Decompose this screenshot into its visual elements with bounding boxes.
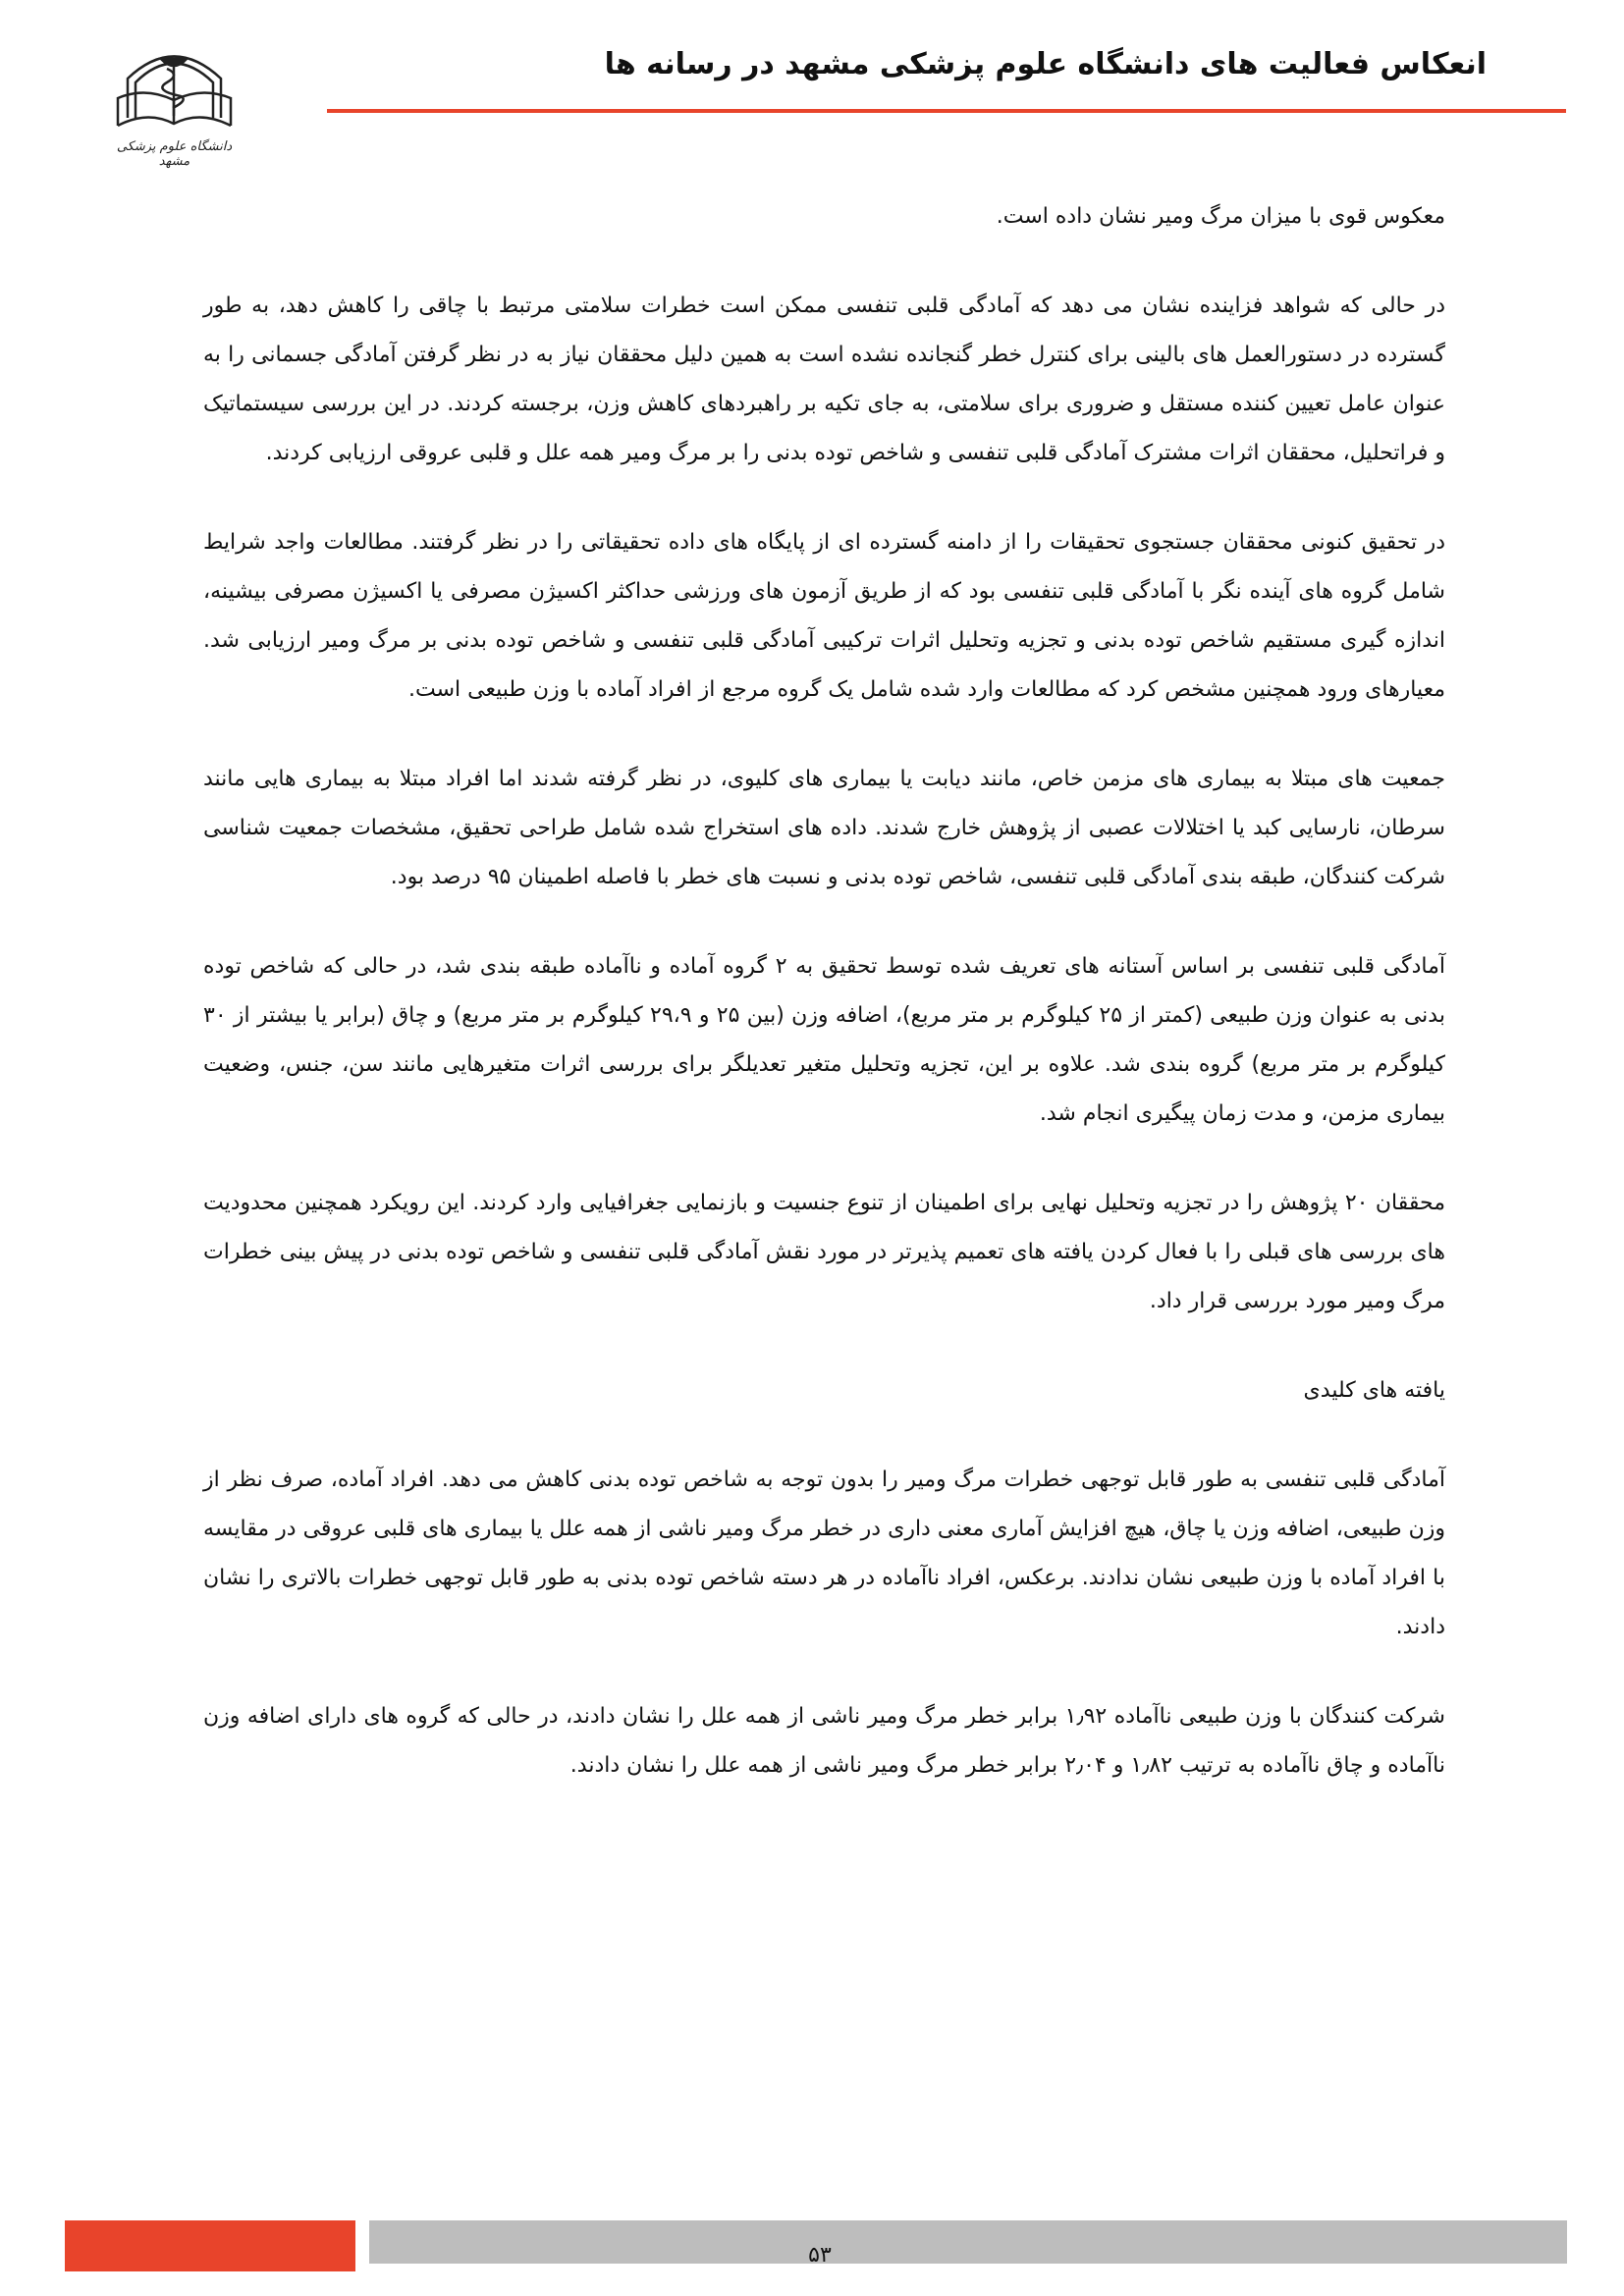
body-paragraph: جمعیت های مبتلا به بیماری های مزمن خاص، مانند دیابت یا بیماری های کلیوی، در نظر گرفته شدند اما افراد مبتلا به بیماری هایی مانند سرطان، نارسایی کبد یا اختلالات عصبی از پژوهش خارج شدند. داده های استخراج شده شامل طراحی تحقیق، مشخصات جمعیت شناسی شرکت کنندگان، طبقه بندی آمادگی قلبی تنفسی، شاخص توده بدنی و نسبت های خطر با فاصله اطمینان ۹۵ درصد بود. bbox=[203, 767, 1445, 889]
findings-paragraph: آمادگی قلبی تنفسی به طور قابل توجهی خطرات مرگ ومیر را بدون توجه به شاخص توده بدنی کاهش می دهد. افراد آماده، صرف نظر از وزن طبیعی، اضافه وزن یا چاق، هیچ افزایش آماری معنی داری در خطر مرگ ومیر ناشی از همه علل یا بیماری های قلبی عروقی در مقایسه با افراد آماده با وزن طبیعی نشان ندادند. برعکس، افراد ناآماده در هر دسته شاخص توده بدنی به طور قابل توجهی خطرات بالاتری را نشان دادند. bbox=[203, 1468, 1445, 1639]
section-heading: یافته های کلیدی bbox=[1303, 1378, 1445, 1403]
footer-red-bar bbox=[65, 2220, 355, 2271]
body-paragraph: آمادگی قلبی تنفسی بر اساس آستانه های تعریف شده توسط تحقیق به ۲ گروه آماده و ناآماده طبقه بندی شد، در حالی که شاخص توده بدنی به عنوان وزن طبیعی (کمتر از ۲۵ کیلوگرم بر متر مربع)، اضافه وزن (بین ۲۵ و ۲۹،۹ کیلوگرم بر متر مربع) و چاق (برابر یا بیشتر از ۳۰ کیلوگرم بر متر مربع) گروه بندی شد. علاوه بر این، تجزیه وتحلیل متغیر تعدیلگر برای بررسی اثرات متغیرهایی مانند سن، جنس، وضعیت بیماری مزمن، و مدت زمان پیگیری انجام شد. bbox=[203, 954, 1445, 1126]
findings-paragraph: شرکت کنندگان با وزن طبیعی ناآماده ۱٫۹۲ برابر خطر مرگ ومیر ناشی از همه علل را نشان دادند، در حالی که گروه های دارای اضافه وزن ناآماده و چاق ناآماده به ترتیب ۱٫۸۲ و ۲٫۰۴ برابر خطر مرگ ومیر ناشی از همه علل را نشان دادند. bbox=[203, 1704, 1445, 1778]
article-body bbox=[203, 192, 1445, 1831]
body-paragraph: در حالی که شواهد فزاینده نشان می دهد که آمادگی قلبی تنفسی ممکن است خطرات سلامتی مرتبط با چاقی را کاهش دهد، به طور گسترده در دستورالعمل های بالینی برای کنترل خطر گنجانده نشده است به همین دلیل محققان نیاز به در نظر گرفتن آمادگی جسمانی را به عنوان عامل تعیین کننده مستقل و ضروری برای سلامتی، به جای تکیه بر راهبردهای کاهش وزن، برجسته کردند. در این بررسی سیستماتیک و فراتحلیل، محققان اثرات مشترک آمادگی قلبی تنفسی و شاخص توده بدنی را بر مرگ ومیر همه علل و قلبی عروقی ارزیابی کردند. bbox=[203, 294, 1445, 465]
body-paragraph: معکوس قوی با میزان مرگ ومیر نشان داده است. bbox=[996, 204, 1445, 229]
footer-gray-bar bbox=[369, 2220, 1567, 2264]
page-header-title: انعکاس فعالیت های دانشگاه علوم پزشکی مشهد در رسانه ها bbox=[604, 47, 1487, 81]
body-paragraph: در تحقیق کنونی محققان جستجوی تحقیقات را از دامنه گسترده ای از پایگاه های داده تحقیقاتی را در نظر گرفتند. مطالعات واجد شرایط شامل گروه های آینده نگر با آمادگی قلبی تنفسی بود که از طریق آزمون های ورزشی حداکثر اکسیژن مصرفی یا اکسیژن مصرفی بیشینه، اندازه گیری مستقیم شاخص توده بدنی و تجزیه وتحلیل اثرات ترکیبی آمادگی قلبی تنفسی و شاخص توده بدنی بر مرگ ومیر ارزیابی شد. معیارهای ورود همچنین مشخص کرد که مطالعات وارد شده شامل یک گروه مرجع از افراد آماده با وزن طبیعی است. bbox=[203, 530, 1445, 702]
body-paragraph: محققان ۲۰ پژوهش را در تجزیه وتحلیل نهایی برای اطمینان از تنوع جنسیت و بازنمایی جغرافیایی وارد کردند. این رویکرد همچنین محدودیت های بررسی های قبلی را با فعال کردن یافته های تعمیم پذیرتر در مورد نقش آمادگی قلبی تنفسی و شاخص توده بدنی در پیش بینی خطرات مرگ ومیر مورد بررسی قرار داد. bbox=[203, 1191, 1445, 1313]
header-divider bbox=[327, 109, 1566, 113]
logo-caption: دانشگاه علوم پزشکی مشهد bbox=[116, 139, 233, 169]
page-number: ۵۳ bbox=[808, 2243, 832, 2268]
